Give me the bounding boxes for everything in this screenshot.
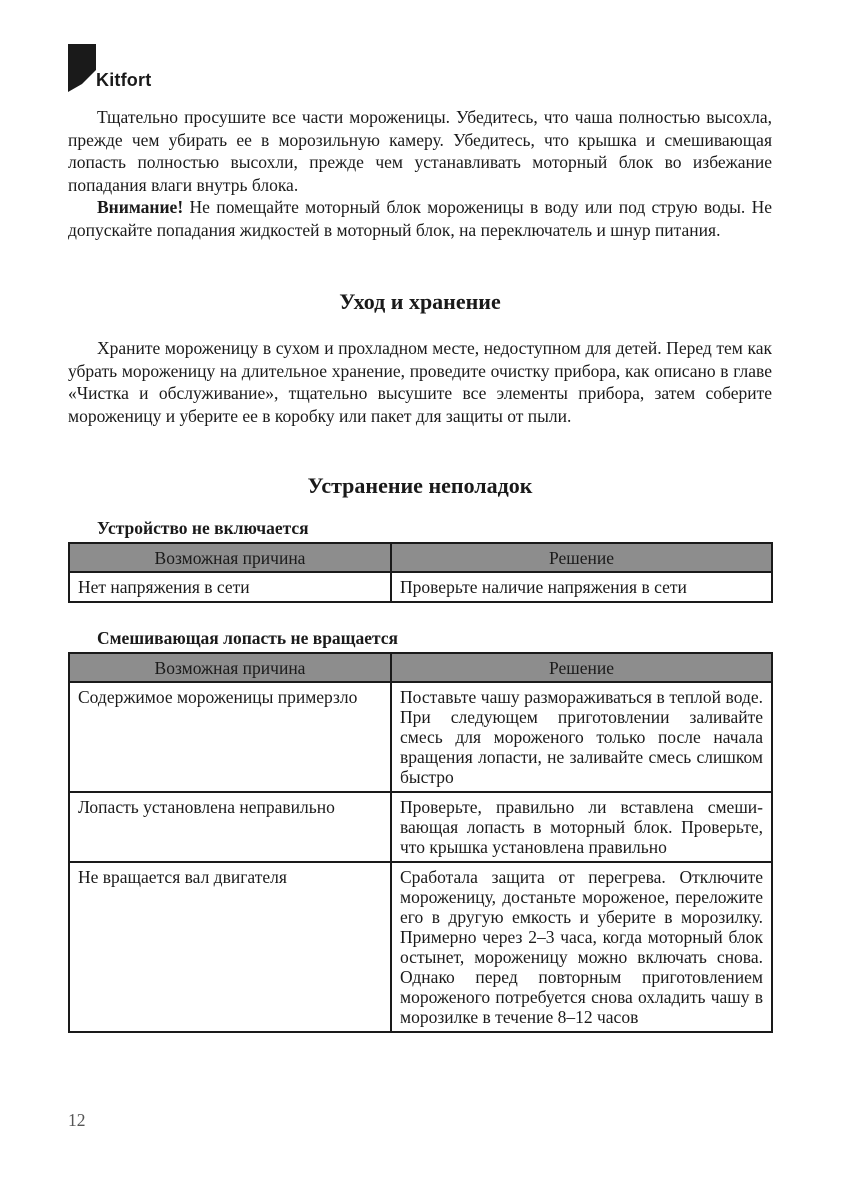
table-row	[69, 792, 772, 862]
cause-cell: Лопасть установлена неправильно	[69, 792, 391, 862]
table-row	[69, 862, 772, 1032]
warning-text: Не помещайте моторный блок мороженицы в воду или под струю воды. Не допускайте попадания жидкостей в моторный блок, на переключатель и шнур питания.	[68, 197, 772, 240]
table2-title: Смешивающая лопасть не вращается	[97, 628, 399, 648]
care-paragraph: Храните мороженицу в сухом и прохладном месте, недоступном для детей. Перед тем как убрать мороженицу на длительное хранение, проведите очистку прибора, как описано в главе «Чистка и обслуживание», тщательно высушите все элементы прибора, затем соберите мороженицу и уберите ее в коробку или пакет для защиты от пыли.	[68, 338, 772, 426]
cause-cell: Не вращается вал двигателя	[69, 862, 391, 1032]
warning-paragraph	[68, 196, 772, 241]
brand-logo	[68, 44, 188, 94]
table-header-row	[69, 543, 772, 572]
page-content	[68, 106, 772, 1033]
table-paddle-not-rotating	[68, 652, 773, 1033]
cause-cell: Нет напряжения в сети	[69, 572, 391, 602]
solution-cell: Поставьте чашу размораживаться в теплой воде. При следующем приготовлении заливайте смесь для мороженого только после начала вращения лопасти, не заливайте смесь слишком быстро	[391, 682, 772, 792]
solution-cell: Сработала защита от перегрева. Отключите мороженицу, достаньте мороженое, переложите его в другую емкость и уберите в морозилку. Примерно через 2–3 часа, когда моторный блок остынет, мороженицу можно включать снова. Однако перед повторным приготовлением мороженого потребуется снова охладить чашу в морозилке в течение 8–12 часов	[391, 862, 772, 1032]
brand-name: Kitfort	[96, 70, 152, 90]
solution-cell: Проверьте наличие напряжения в сети	[391, 572, 772, 602]
warning-label: Внимание!	[97, 197, 184, 217]
header-solution: Решение	[391, 543, 772, 572]
troubleshooting-heading: Устранение неполадок	[307, 473, 533, 498]
header-cause: Возможная причина	[69, 653, 391, 682]
table1-title: Устройство не включается	[97, 518, 309, 538]
header-solution: Решение	[391, 653, 772, 682]
drying-paragraph: Тщательно просушите все части мороженицы. Убедитесь, что чаша полностью высохла, прежде чем убирать ее в морозильную камеру. Убедитесь, что крышка и смешивающая лопасть полностью высохли, прежде чем устанавливать моторный блок во избежание попадания влаги внутрь блока.	[68, 107, 772, 195]
table-row	[69, 682, 772, 792]
page-number: 12	[68, 1110, 86, 1130]
table-header-row	[69, 653, 772, 682]
solution-cell: Проверьте, правильно ли вставлена смешивающая лопасть в моторный блок. Проверьте, что крышка установлена правильно	[391, 792, 772, 862]
header-cause: Возможная причина	[69, 543, 391, 572]
table-row	[69, 572, 772, 602]
cause-cell: Содержимое мороженицы примерзло	[69, 682, 391, 792]
table-device-not-turning-on	[68, 542, 773, 603]
care-heading: Уход и хранение	[339, 289, 501, 314]
kitfort-logo-icon	[68, 44, 96, 92]
